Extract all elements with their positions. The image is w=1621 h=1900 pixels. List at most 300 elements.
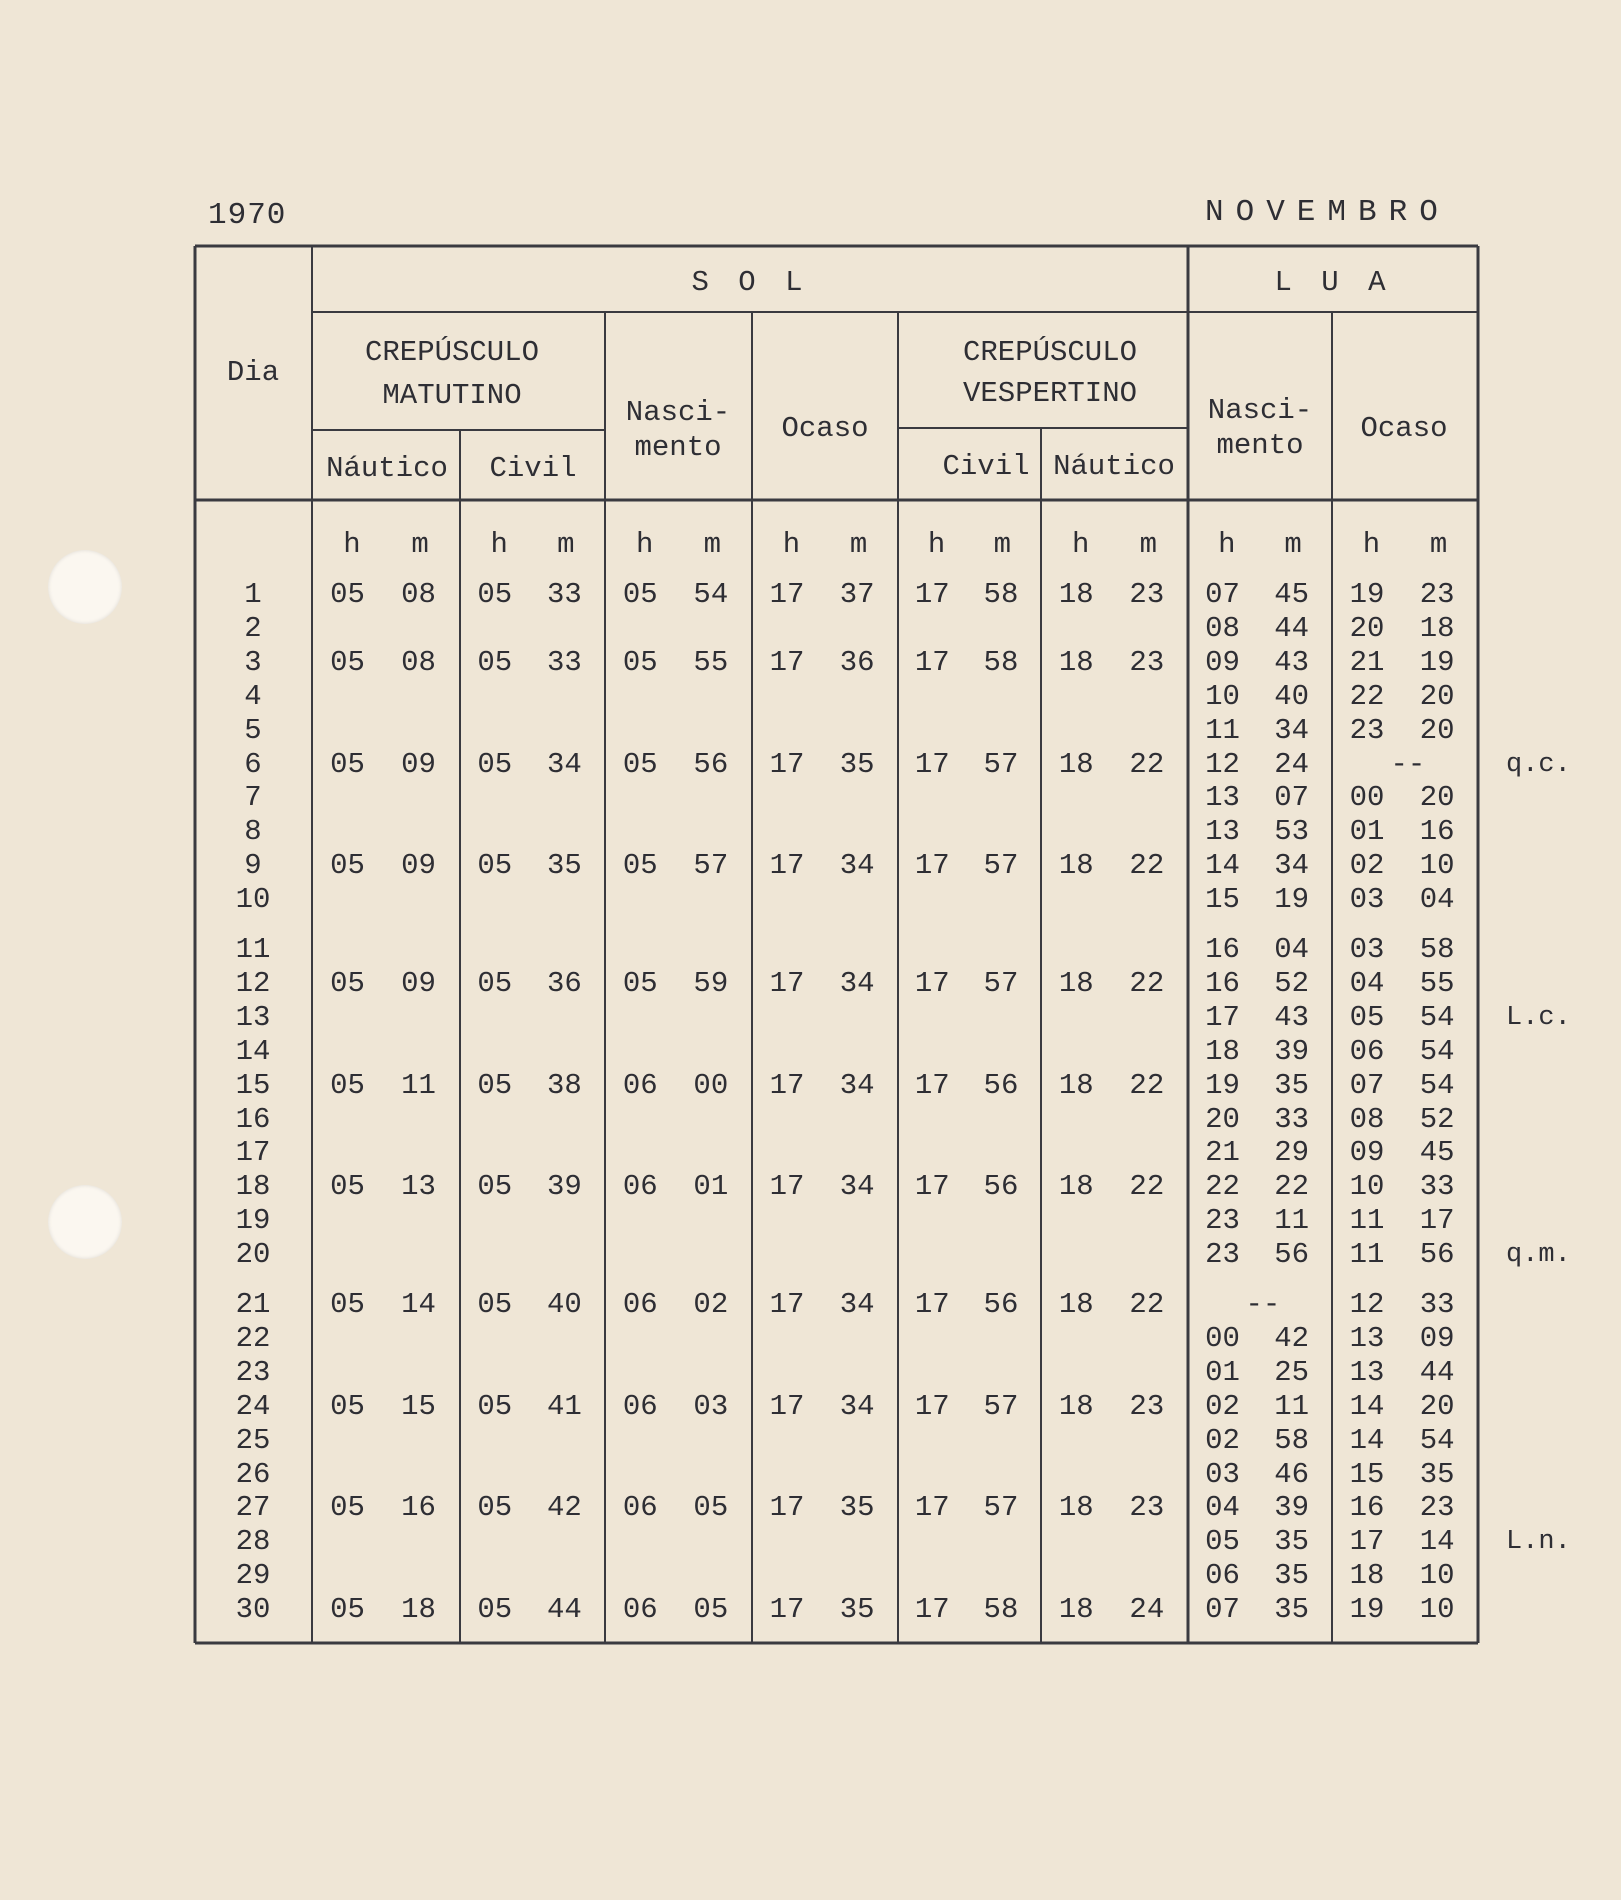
cell-sn-hour: 06	[622, 1068, 658, 1102]
cell-sn-minute: 02	[693, 1288, 729, 1321]
cell-ln-hour: 12	[1205, 747, 1240, 781]
unit-m-so: m	[849, 528, 868, 561]
cell-vn-minute: 22	[1129, 1288, 1165, 1321]
cell-vc-minute: 57	[983, 1491, 1019, 1525]
cell-lo-hour: 15	[1349, 1457, 1385, 1491]
cell-so-minute: 36	[839, 645, 875, 679]
cell-ln-minute: 45	[1274, 578, 1310, 611]
cell-so-minute: 35	[839, 1491, 875, 1525]
cell-lo-minute: 58	[1419, 933, 1455, 966]
cell-lo-minute: 54	[1419, 1000, 1455, 1034]
lua-heading: L U A	[1274, 266, 1392, 299]
day-number: 20	[235, 1238, 271, 1272]
cell-mc-minute: 36	[546, 966, 582, 1000]
cell-ln-minute: 52	[1274, 966, 1310, 1000]
cell-sn-minute: 00	[693, 1068, 729, 1102]
cell-lo-minute: 54	[1419, 1034, 1455, 1068]
cell-lo-minute: 33	[1419, 1288, 1455, 1321]
cell-vn-hour: 18	[1058, 1068, 1094, 1102]
cell-mc-minute: 44	[546, 1593, 582, 1627]
cell-lo-hour: 11	[1349, 1238, 1385, 1272]
cell-vc-hour: 17	[914, 1068, 950, 1102]
cell-mc-minute: 33	[546, 578, 582, 611]
cell-ln-minute: 29	[1274, 1136, 1310, 1170]
day-number: 23	[235, 1355, 271, 1389]
cell-lo-minute: 20	[1419, 713, 1455, 747]
cell-ln-hour: 11	[1205, 713, 1240, 747]
cell-mn-minute: 13	[401, 1170, 436, 1204]
moon-phase-note: L.c.	[1506, 1002, 1571, 1033]
cell-mc-hour: 05	[477, 1068, 513, 1102]
cell-vc-hour: 17	[914, 1288, 950, 1321]
day-number: 6	[244, 747, 262, 781]
day-number: 19	[235, 1204, 271, 1238]
cell-ln-minute: 39	[1274, 1034, 1310, 1068]
cell-ln-hour: 15	[1205, 883, 1240, 917]
unit-h-mc: h	[490, 528, 508, 561]
cell-sn-hour: 05	[622, 645, 658, 679]
day-number: 11	[235, 933, 271, 966]
cell-mc-minute: 41	[546, 1389, 582, 1423]
cell-sn-minute: 03	[693, 1389, 729, 1423]
day-number: 17	[235, 1136, 271, 1170]
cell-lo-hour: 10	[1349, 1170, 1385, 1204]
matutino-civil-heading: Civil	[489, 452, 577, 485]
cell-mc-minute: 33	[546, 645, 582, 679]
crepusculo-vespertino-line1: CREPÚSCULO	[962, 336, 1138, 369]
unit-h-ln: h	[1218, 528, 1236, 561]
unit-h-mn: h	[343, 528, 361, 561]
cell-lo-minute: 04	[1419, 883, 1455, 917]
cell-ln-hour: 09	[1205, 645, 1240, 679]
cell-so-hour: 17	[769, 849, 805, 883]
cell-lo-hour: 23	[1349, 713, 1385, 747]
cell-so-hour: 17	[769, 1170, 805, 1204]
moon-phase-note: q.m.	[1506, 1240, 1571, 1271]
day-number: 24	[235, 1389, 271, 1423]
cell-mn-hour: 05	[330, 1170, 365, 1204]
cell-mn-hour: 05	[330, 1491, 365, 1525]
cell-lo-hour: 13	[1349, 1321, 1385, 1355]
cell-lo-hour: 13	[1349, 1355, 1385, 1389]
cell-ln-hour: 08	[1205, 611, 1240, 645]
cell-ln-minute: 22	[1274, 1170, 1310, 1204]
cell-mc-hour: 05	[477, 1593, 513, 1627]
cell-vc-hour: 17	[914, 966, 950, 1000]
cell-ln-minute: 24	[1274, 747, 1310, 781]
cell-lo-hour: 04	[1349, 966, 1385, 1000]
cell-lo-hour: 14	[1349, 1389, 1385, 1423]
cell-mn-hour: 05	[330, 849, 365, 883]
cell-vc-hour: 17	[914, 849, 950, 883]
cell-lo-minute: 19	[1419, 645, 1455, 679]
cell-sn-minute: 54	[693, 578, 729, 611]
cell-lo-minute: 10	[1419, 1559, 1455, 1593]
cell-sn-hour: 06	[622, 1170, 658, 1204]
cell-vc-minute: 58	[983, 578, 1019, 611]
cell-sn-hour: 05	[622, 747, 658, 781]
cell-ln-hour: 04	[1205, 1491, 1240, 1525]
cell-lo-minute: 54	[1419, 1423, 1455, 1457]
cell-vc-hour: 17	[914, 1593, 950, 1627]
cell-mc-hour: 05	[477, 747, 513, 781]
day-number: 30	[235, 1593, 271, 1627]
day-number: 16	[235, 1102, 271, 1136]
cell-sn-minute: 05	[693, 1593, 729, 1627]
day-number: 3	[244, 645, 262, 679]
matutino-nautico-heading: Náutico	[326, 452, 448, 485]
cell-vn-hour: 18	[1058, 1389, 1094, 1423]
cell-ln-hour: 05	[1205, 1525, 1240, 1559]
unit-m-mc: m	[557, 528, 575, 561]
cell-vn-hour: 18	[1058, 645, 1094, 679]
cell-lo-hour: 11	[1349, 1204, 1385, 1238]
cell-vn-minute: 23	[1129, 578, 1165, 611]
cell-lo-hour: 03	[1349, 883, 1385, 917]
cell-so-hour: 17	[769, 1491, 805, 1525]
cell-vc-minute: 56	[983, 1288, 1019, 1321]
cell-ln-minute: 44	[1274, 611, 1310, 645]
day-number: 10	[235, 883, 271, 917]
cell-sn-minute: 59	[693, 966, 729, 1000]
cell-so-hour: 17	[769, 645, 805, 679]
cell-ln-hour: 06	[1205, 1559, 1240, 1593]
cell-mn-hour: 05	[330, 1068, 365, 1102]
cell-vn-minute: 22	[1129, 1170, 1165, 1204]
day-number: 12	[235, 966, 271, 1000]
moon-phase-note: q.c.	[1506, 749, 1571, 780]
day-number: 28	[235, 1525, 271, 1559]
cell-vc-hour: 17	[914, 1389, 950, 1423]
cell-mc-hour: 05	[477, 578, 513, 611]
cell-ln-minute: 34	[1274, 713, 1310, 747]
cell-ln-minute: 19	[1274, 883, 1310, 917]
cell-mc-hour: 05	[477, 1170, 513, 1204]
day-number: 29	[235, 1559, 271, 1593]
cell-ln-hour: 02	[1205, 1423, 1240, 1457]
cell-ln-hour: 10	[1205, 679, 1240, 713]
day-number: 21	[235, 1288, 271, 1321]
cell-so-minute: 37	[839, 578, 875, 611]
cell-lo-hour: 07	[1349, 1068, 1385, 1102]
cell-vc-minute: 57	[983, 1389, 1019, 1423]
cell-mc-minute: 42	[546, 1491, 582, 1525]
cell-so-minute: 34	[839, 1170, 875, 1204]
cell-vn-minute: 22	[1129, 849, 1165, 883]
unit-m-ln: m	[1284, 528, 1302, 561]
cell-mn-hour: 05	[330, 1288, 365, 1321]
cell-so-hour: 17	[769, 966, 805, 1000]
cell-vn-hour: 18	[1058, 849, 1094, 883]
unit-h-so: h	[782, 528, 801, 561]
cell-ln-minute: 25	[1274, 1355, 1310, 1389]
cell-lo-minute: 54	[1419, 1068, 1455, 1102]
cell-mn-minute: 09	[401, 747, 436, 781]
cell-vn-hour: 18	[1058, 1593, 1094, 1627]
day-number: 25	[235, 1423, 271, 1457]
cell-ln-minute: 42	[1274, 1321, 1310, 1355]
cell-vc-minute: 57	[983, 747, 1019, 781]
moon-phase-note: L.n.	[1506, 1527, 1571, 1558]
lua-ocaso-heading: Ocaso	[1360, 412, 1448, 445]
cell-mc-hour: 05	[477, 1389, 513, 1423]
cell-vc-minute: 57	[983, 966, 1019, 1000]
cell-mn-hour: 05	[330, 1389, 365, 1423]
sol-heading: S O L	[691, 266, 809, 299]
cell-mn-minute: 09	[401, 966, 436, 1000]
cell-ln-minute: 58	[1274, 1423, 1310, 1457]
vespertino-nautico-heading: Náutico	[1053, 450, 1175, 483]
lua-nascimento-line2: mento	[1216, 429, 1304, 462]
cell-lo-minute: 35	[1419, 1457, 1455, 1491]
cell-ln: --	[1245, 1288, 1281, 1321]
cell-so-minute: 34	[839, 849, 875, 883]
vespertino-civil-heading: Civil	[942, 450, 1030, 483]
cell-vn-minute: 22	[1129, 966, 1165, 1000]
cell-ln-minute: 56	[1274, 1238, 1310, 1272]
cell-mn-hour: 05	[330, 966, 365, 1000]
cell-so-hour: 17	[769, 1288, 805, 1321]
day-number: 8	[244, 815, 262, 849]
year-label: 1970	[208, 198, 287, 233]
cell-ln-minute: 07	[1274, 781, 1310, 815]
cell-vc-minute: 56	[983, 1170, 1019, 1204]
unit-h-vn: h	[1071, 528, 1090, 561]
cell-ln-minute: 11	[1274, 1204, 1310, 1238]
cell-ln-minute: 40	[1274, 679, 1310, 713]
cell-so-hour: 17	[769, 1593, 805, 1627]
cell-mn-hour: 05	[330, 747, 365, 781]
lua-nascimento-line1: Nasci-	[1207, 394, 1313, 427]
cell-mc-hour: 05	[477, 849, 513, 883]
cell-ln-hour: 21	[1205, 1136, 1240, 1170]
cell-lo-hour: 19	[1349, 1593, 1385, 1627]
cell-ln-hour: 00	[1205, 1321, 1240, 1355]
day-number: 18	[235, 1170, 271, 1204]
unit-m-vn: m	[1139, 528, 1157, 561]
cell-lo-minute: 44	[1419, 1355, 1455, 1389]
sol-ocaso-heading: Ocaso	[781, 412, 869, 445]
cell-ln-hour: 01	[1205, 1355, 1240, 1389]
crepusculo-matutino-line2: MATUTINO	[382, 379, 522, 412]
day-number: 2	[244, 611, 262, 645]
cell-mn-hour: 05	[330, 1593, 365, 1627]
cell-so-minute: 35	[839, 1593, 875, 1627]
cell-lo-minute: 20	[1419, 1389, 1455, 1423]
cell-ln-hour: 13	[1205, 815, 1240, 849]
cell-so-minute: 35	[839, 747, 875, 781]
cell-mc-hour: 05	[477, 1491, 513, 1525]
cell-lo-hour: 16	[1349, 1491, 1385, 1525]
cell-vc-hour: 17	[914, 1170, 950, 1204]
cell-sn-minute: 56	[693, 747, 729, 781]
cell-ln-minute: 35	[1274, 1068, 1310, 1102]
cell-vc-hour: 17	[914, 747, 950, 781]
cell-vc-minute: 58	[983, 645, 1019, 679]
cell-ln-minute: 33	[1274, 1102, 1310, 1136]
dia-heading: Dia	[226, 356, 280, 389]
cell-vn-minute: 22	[1129, 747, 1165, 781]
cell-lo-hour: 05	[1349, 1000, 1385, 1034]
cell-lo-minute: 55	[1419, 966, 1455, 1000]
cell-so-hour: 17	[769, 578, 805, 611]
cell-mc-minute: 38	[546, 1068, 582, 1102]
cell-mn-minute: 15	[401, 1389, 436, 1423]
cell-vc-hour: 17	[914, 578, 950, 611]
cell-vn-minute: 23	[1129, 1389, 1165, 1423]
unit-m-vc: m	[993, 528, 1012, 561]
cell-so-minute: 34	[839, 1389, 875, 1423]
cell-lo-hour: 22	[1349, 679, 1385, 713]
cell-vc-minute: 56	[983, 1068, 1019, 1102]
day-number: 22	[235, 1321, 271, 1355]
cell-ln-minute: 53	[1274, 815, 1310, 849]
unit-m-sn: m	[703, 528, 721, 561]
cell-mc-hour: 05	[477, 645, 513, 679]
crepusculo-vespertino-line2: VESPERTINO	[962, 377, 1138, 410]
cell-lo: --	[1390, 747, 1426, 781]
cell-so-minute: 34	[839, 1288, 875, 1321]
cell-ln-hour: 14	[1205, 849, 1240, 883]
cell-vc-hour: 17	[914, 1491, 950, 1525]
cell-ln-minute: 35	[1274, 1525, 1310, 1559]
cell-lo-hour: 20	[1349, 611, 1385, 645]
day-number: 4	[244, 679, 262, 713]
cell-lo-minute: 52	[1419, 1102, 1455, 1136]
cell-lo-minute: 23	[1419, 1491, 1455, 1525]
cell-mc-minute: 35	[546, 849, 582, 883]
cell-ln-hour: 13	[1205, 781, 1240, 815]
cell-mn-minute: 11	[401, 1068, 436, 1102]
cell-vn-minute: 23	[1129, 645, 1165, 679]
cell-lo-hour: 12	[1349, 1288, 1385, 1321]
unit-h-sn: h	[635, 528, 654, 561]
cell-ln-hour: 07	[1205, 578, 1240, 611]
cell-sn-minute: 01	[693, 1170, 729, 1204]
cell-ln-hour: 17	[1205, 1000, 1240, 1034]
cell-vn-hour: 18	[1058, 1491, 1094, 1525]
cell-lo-hour: 06	[1349, 1034, 1385, 1068]
unit-h-vc: h	[927, 528, 946, 561]
cell-sn-hour: 05	[622, 849, 658, 883]
cell-mn-minute: 08	[401, 645, 436, 679]
day-number: 13	[235, 1000, 271, 1034]
cell-sn-minute: 05	[693, 1491, 729, 1525]
cell-sn-hour: 05	[622, 578, 658, 611]
cell-ln-minute: 43	[1274, 1000, 1310, 1034]
cell-ln-minute: 11	[1274, 1389, 1310, 1423]
cell-lo-minute: 45	[1419, 1136, 1455, 1170]
cell-vc-minute: 57	[983, 849, 1019, 883]
cell-mn-minute: 09	[401, 849, 436, 883]
cell-lo-hour: 19	[1349, 578, 1385, 611]
day-number: 27	[235, 1491, 271, 1525]
cell-vn-minute: 22	[1129, 1068, 1165, 1102]
cell-sn-minute: 57	[693, 849, 729, 883]
month-label: NOVEMBRO	[1205, 195, 1450, 230]
cell-lo-hour: 08	[1349, 1102, 1385, 1136]
cell-lo-hour: 01	[1349, 815, 1385, 849]
cell-ln-hour: 02	[1205, 1389, 1240, 1423]
cell-sn-hour: 06	[622, 1491, 658, 1525]
cell-lo-hour: 02	[1349, 849, 1385, 883]
cell-ln-hour: 23	[1205, 1238, 1240, 1272]
cell-so-hour: 17	[769, 1389, 805, 1423]
cell-lo-hour: 09	[1349, 1136, 1385, 1170]
cell-lo-minute: 10	[1419, 1593, 1455, 1627]
cell-lo-minute: 14	[1419, 1525, 1455, 1559]
cell-mc-minute: 39	[546, 1170, 582, 1204]
cell-vn-hour: 18	[1058, 1170, 1094, 1204]
cell-so-minute: 34	[839, 1068, 875, 1102]
crepusculo-matutino-line1: CREPÚSCULO	[364, 336, 540, 369]
cell-lo-minute: 33	[1419, 1170, 1455, 1204]
cell-lo-minute: 18	[1419, 611, 1455, 645]
cell-ln-minute: 35	[1274, 1593, 1310, 1627]
sol-nascimento-line1: Nasci-	[625, 396, 731, 429]
cell-so-minute: 34	[839, 966, 875, 1000]
cell-lo-minute: 16	[1419, 815, 1455, 849]
sol-nascimento-line2: mento	[634, 431, 722, 464]
unit-m-mn: m	[411, 528, 429, 561]
cell-ln-hour: 18	[1205, 1034, 1240, 1068]
day-number: 5	[244, 713, 262, 747]
cell-ln-hour: 23	[1205, 1204, 1240, 1238]
cell-ln-hour: 07	[1205, 1593, 1240, 1627]
cell-ln-hour: 19	[1205, 1068, 1240, 1102]
unit-h-lo: h	[1362, 528, 1381, 561]
cell-ln-minute: 04	[1274, 933, 1310, 966]
day-number: 1	[244, 578, 262, 611]
cell-sn-hour: 05	[622, 966, 658, 1000]
cell-vn-hour: 18	[1058, 747, 1094, 781]
cell-mn-hour: 05	[330, 645, 365, 679]
cell-so-hour: 17	[769, 747, 805, 781]
cell-mn-minute: 18	[401, 1593, 436, 1627]
cell-vn-hour: 18	[1058, 578, 1094, 611]
cell-lo-minute: 20	[1419, 781, 1455, 815]
cell-lo-minute: 17	[1419, 1204, 1455, 1238]
cell-vn-hour: 18	[1058, 1288, 1094, 1321]
day-number: 15	[235, 1068, 271, 1102]
cell-vn-hour: 18	[1058, 966, 1094, 1000]
cell-vn-minute: 24	[1129, 1593, 1165, 1627]
day-number: 26	[235, 1457, 271, 1491]
day-number: 9	[244, 849, 262, 883]
cell-lo-hour: 00	[1349, 781, 1385, 815]
cell-lo-hour: 17	[1349, 1525, 1385, 1559]
cell-ln-minute: 43	[1274, 645, 1310, 679]
cell-mc-minute: 40	[546, 1288, 582, 1321]
cell-ln-minute: 35	[1274, 1559, 1310, 1593]
unit-m-lo: m	[1429, 528, 1448, 561]
cell-mn-minute: 16	[401, 1491, 436, 1525]
cell-so-hour: 17	[769, 1068, 805, 1102]
cell-mn-minute: 14	[401, 1288, 436, 1321]
cell-mn-hour: 05	[330, 578, 365, 611]
cell-ln-hour: 16	[1205, 933, 1240, 966]
cell-mc-minute: 34	[546, 747, 582, 781]
cell-lo-hour: 14	[1349, 1423, 1385, 1457]
cell-ln-hour: 03	[1205, 1457, 1240, 1491]
cell-ln-minute: 39	[1274, 1491, 1310, 1525]
cell-sn-hour: 06	[622, 1389, 658, 1423]
day-number: 14	[235, 1034, 271, 1068]
cell-ln-minute: 46	[1274, 1457, 1310, 1491]
cell-ln-hour: 22	[1205, 1170, 1240, 1204]
cell-mn-minute: 08	[401, 578, 436, 611]
cell-vc-hour: 17	[914, 645, 950, 679]
